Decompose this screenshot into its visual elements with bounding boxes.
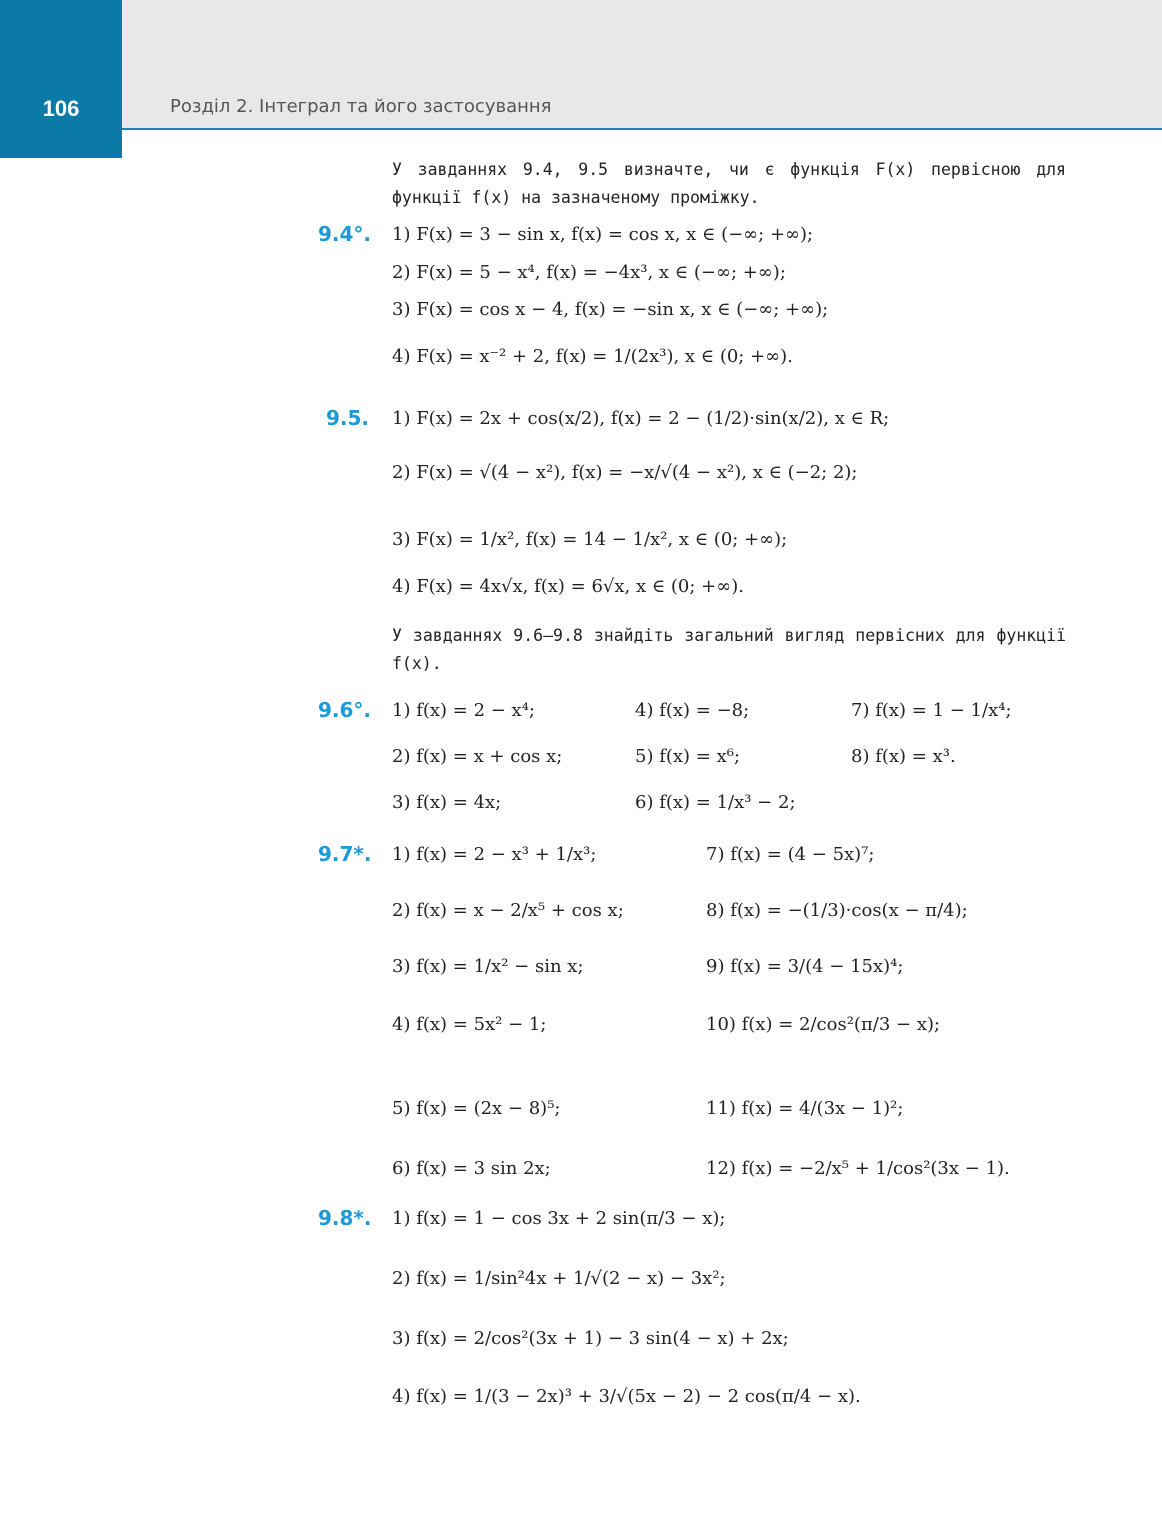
exercise-9-8-item-3: 3) f(x) = 2/cos²(3x + 1) − 3 sin(4 − x) + 2x; <box>392 1328 789 1349</box>
page-number-tab <box>0 0 122 158</box>
exercise-9-6-item-8: 8) f(x) = x³. <box>851 746 956 767</box>
exercise-9-4-item-3: 3) F(x) = cos x − 4, f(x) = −sin x, x ∈ (−∞; +∞); <box>392 299 829 320</box>
exercise-9-7-item-9: 9) f(x) = 3/(4 − 15x)⁴; <box>706 956 904 977</box>
exercise-number-9-5: 9.5. <box>326 406 370 430</box>
exercise-number-9-7: 9.7*. <box>318 842 372 866</box>
exercise-9-8-item-1: 1) f(x) = 1 − cos 3x + 2 sin(π/3 − x); <box>392 1208 726 1229</box>
exercise-9-7-item-6: 6) f(x) = 3 sin 2x; <box>392 1158 551 1179</box>
exercise-number-9-8: 9.8*. <box>318 1206 372 1230</box>
exercise-9-8-item-4: 4) f(x) = 1/(3 − 2x)³ + 3/√(5x − 2) − 2 cos(π/4 − x). <box>392 1386 861 1407</box>
exercise-9-7-item-3: 3) f(x) = 1/x² − sin x; <box>392 956 584 977</box>
exercise-9-6-item-6: 6) f(x) = 1/x³ − 2; <box>635 792 796 813</box>
exercise-9-7-item-4: 4) f(x) = 5x² − 1; <box>392 1014 547 1035</box>
exercise-number-9-6: 9.6°. <box>318 698 372 722</box>
exercise-9-4-item-2: 2) F(x) = 5 − x⁴, f(x) = −4x³, x ∈ (−∞; +∞); <box>392 262 786 283</box>
exercise-9-7-item-10: 10) f(x) = 2/cos²(π/3 − x); <box>706 1014 941 1035</box>
exercise-9-7-item-5: 5) f(x) = (2x − 8)⁵; <box>392 1098 561 1119</box>
exercise-9-7-item-8: 8) f(x) = −(1/3)·cos(x − π/4); <box>706 900 968 921</box>
exercise-9-5-item-1: 1) F(x) = 2x + cos(x/2), f(x) = 2 − (1/2)·sin(x/2), x ∈ R; <box>392 408 890 429</box>
exercise-9-6-item-1: 1) f(x) = 2 − x⁴; <box>392 700 535 721</box>
page-number: 106 <box>42 96 80 121</box>
exercise-9-4-item-4: 4) F(x) = x⁻² + 2, f(x) = 1/(2x³), x ∈ (0; +∞). <box>392 346 793 367</box>
exercise-9-7-item-12: 12) f(x) = −2/x⁵ + 1/cos²(3x − 1). <box>706 1158 1010 1179</box>
exercise-9-6-item-5: 5) f(x) = x⁶; <box>635 746 741 767</box>
exercise-9-5-item-3: 3) F(x) = 1/x², f(x) = 14 − 1/x², x ∈ (0; +∞); <box>392 529 788 550</box>
exercise-9-7-item-1: 1) f(x) = 2 − x³ + 1/x³; <box>392 844 597 865</box>
exercise-9-4-item-1: 1) F(x) = 3 − sin x, f(x) = cos x, x ∈ (−∞; +∞); <box>392 224 814 245</box>
exercise-number-9-4: 9.4°. <box>318 222 372 246</box>
intro-paragraph-2: У завданнях 9.6–9.8 знайдіть загальний вигляд первісних для функції f(x). <box>392 626 1066 673</box>
exercise-9-7-item-7: 7) f(x) = (4 − 5x)⁷; <box>706 844 875 865</box>
exercise-9-6-item-2: 2) f(x) = x + cos x; <box>392 746 563 767</box>
exercise-9-8-item-2: 2) f(x) = 1/sin²4x + 1/√(2 − x) − 3x²; <box>392 1268 726 1289</box>
exercise-9-5-item-2: 2) F(x) = √(4 − x²), f(x) = −x/√(4 − x²), x ∈ (−2; 2); <box>392 462 858 483</box>
exercise-9-7-item-11: 11) f(x) = 4/(3x − 1)²; <box>706 1098 904 1119</box>
exercise-9-5-item-4: 4) F(x) = 4x√x, f(x) = 6√x, x ∈ (0; +∞). <box>392 576 744 597</box>
chapter-title: Розділ 2. Інтеграл та його застосування <box>170 96 552 117</box>
exercise-9-7-item-2: 2) f(x) = x − 2/x⁵ + cos x; <box>392 900 624 921</box>
exercise-9-6-item-3: 3) f(x) = 4x; <box>392 792 502 813</box>
exercise-9-6-item-7: 7) f(x) = 1 − 1/x⁴; <box>851 700 1012 721</box>
intro-paragraph-1: У завданнях 9.4, 9.5 визначте, чи є функція F(x) первісною для функції f(x) на зазначеному проміжку. <box>392 160 1066 207</box>
exercise-9-6-item-4: 4) f(x) = −8; <box>635 700 750 721</box>
